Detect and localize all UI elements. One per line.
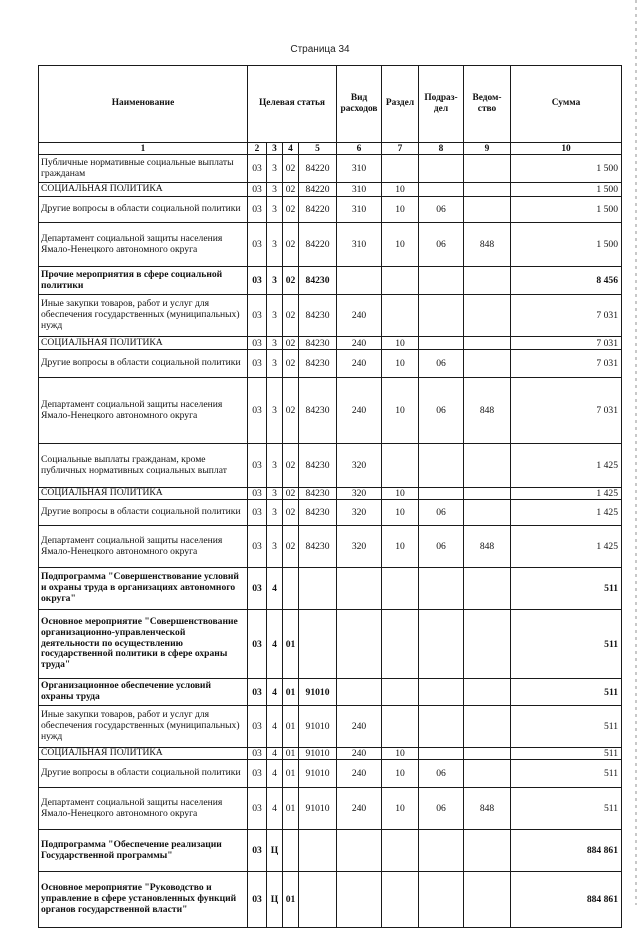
header-name: Наименование [39, 66, 248, 143]
department-code [464, 267, 511, 295]
code-program: 03 [248, 183, 267, 197]
sum-value: 884 861 [511, 872, 622, 928]
col-num: 2 [248, 143, 267, 155]
code-direction [299, 872, 337, 928]
scan-edge-decoration [635, 0, 637, 905]
code-direction: 84220 [299, 223, 337, 267]
row-name: Другие вопросы в области социальной политики [39, 500, 248, 526]
sum-value: 1 425 [511, 526, 622, 568]
expense-type-code: 310 [337, 155, 382, 183]
department-code [464, 610, 511, 679]
subsection-code: 06 [419, 378, 464, 444]
sum-value: 511 [511, 760, 622, 788]
col-num: 6 [337, 143, 382, 155]
section-code: 10 [382, 760, 419, 788]
table-row [39, 748, 622, 760]
code-subprogram: 4 [267, 706, 283, 748]
sum-value: 1 500 [511, 197, 622, 223]
department-code [464, 748, 511, 760]
code-direction: 84230 [299, 350, 337, 378]
code-program: 03 [248, 267, 267, 295]
code-direction: 91010 [299, 760, 337, 788]
code-subprogram: 3 [267, 155, 283, 183]
col-num: 4 [283, 143, 299, 155]
sum-value: 7 031 [511, 378, 622, 444]
code-subprogram: 3 [267, 337, 283, 350]
code-program: 03 [248, 788, 267, 830]
code-event: 02 [283, 267, 299, 295]
code-subprogram: 3 [267, 488, 283, 500]
table-row [39, 295, 622, 337]
row-name: Организационное обеспечение условий охраны труда [39, 679, 248, 706]
table-row [39, 760, 622, 788]
section-code [382, 872, 419, 928]
subsection-code [419, 183, 464, 197]
code-direction: 84220 [299, 197, 337, 223]
expense-type-code [337, 872, 382, 928]
table-row [39, 872, 622, 928]
row-name: Иные закупки товаров, работ и услуг для обеспечения государственных (муниципальных) нужд [39, 706, 248, 748]
code-program: 03 [248, 337, 267, 350]
expense-type-code: 240 [337, 748, 382, 760]
department-code [464, 872, 511, 928]
row-name: Основное мероприятие "Руководство и управление в сфере установленных функций органов государственной власти" [39, 872, 248, 928]
code-event: 01 [283, 760, 299, 788]
row-name: Другие вопросы в области социальной политики [39, 197, 248, 223]
code-direction [299, 830, 337, 872]
department-code [464, 760, 511, 788]
department-code [464, 500, 511, 526]
department-code [464, 706, 511, 748]
sum-value: 1 500 [511, 223, 622, 267]
expense-type-code: 240 [337, 350, 382, 378]
code-direction: 91010 [299, 679, 337, 706]
row-name: Иные закупки товаров, работ и услуг для обеспечения государственных (муниципальных) нужд [39, 295, 248, 337]
table-row [39, 337, 622, 350]
subsection-code [419, 295, 464, 337]
code-program: 03 [248, 350, 267, 378]
sum-value: 511 [511, 679, 622, 706]
subsection-code [419, 872, 464, 928]
code-program: 03 [248, 295, 267, 337]
expense-type-code: 240 [337, 295, 382, 337]
code-subprogram: 3 [267, 223, 283, 267]
row-name: СОЦИАЛЬНАЯ ПОЛИТИКА [39, 488, 248, 500]
department-code [464, 488, 511, 500]
row-name: Департамент социальной защиты населения Ямало-Ненецкого автономного округа [39, 526, 248, 568]
header-target: Целевая статья [248, 66, 337, 143]
code-subprogram: 3 [267, 267, 283, 295]
code-direction: 84220 [299, 155, 337, 183]
code-program: 03 [248, 679, 267, 706]
code-direction: 84220 [299, 183, 337, 197]
subsection-code [419, 267, 464, 295]
department-code: 848 [464, 223, 511, 267]
table-row [39, 197, 622, 223]
sum-value: 511 [511, 610, 622, 679]
header-sum: Сумма [511, 66, 622, 143]
table-row [39, 500, 622, 526]
subsection-code: 06 [419, 500, 464, 526]
code-subprogram: 3 [267, 500, 283, 526]
col-num: 1 [39, 143, 248, 155]
sum-value: 884 861 [511, 830, 622, 872]
header-section: Раздел [382, 66, 419, 143]
section-code: 10 [382, 488, 419, 500]
expense-type-code: 240 [337, 378, 382, 444]
expense-type-code [337, 679, 382, 706]
code-subprogram: 4 [267, 679, 283, 706]
column-number-row [39, 143, 622, 155]
sum-value: 1 425 [511, 500, 622, 526]
page-number-label: Страница 34 [290, 44, 350, 55]
code-event: 02 [283, 197, 299, 223]
code-direction: 84230 [299, 267, 337, 295]
subsection-code [419, 830, 464, 872]
code-event [283, 568, 299, 610]
code-program: 03 [248, 610, 267, 679]
subsection-code [419, 706, 464, 748]
row-name: СОЦИАЛЬНАЯ ПОЛИТИКА [39, 748, 248, 760]
code-subprogram: 3 [267, 350, 283, 378]
code-event: 02 [283, 295, 299, 337]
department-code [464, 679, 511, 706]
code-direction: 84230 [299, 337, 337, 350]
table-row [39, 378, 622, 444]
section-code: 10 [382, 500, 419, 526]
code-direction: 84230 [299, 526, 337, 568]
department-code [464, 197, 511, 223]
row-name: Департамент социальной защиты населения Ямало-Ненецкого автономного округа [39, 788, 248, 830]
table-row [39, 679, 622, 706]
code-event: 02 [283, 526, 299, 568]
code-event: 01 [283, 610, 299, 679]
code-direction: 84230 [299, 378, 337, 444]
section-code: 10 [382, 223, 419, 267]
expense-type-code: 240 [337, 706, 382, 748]
sum-value: 511 [511, 748, 622, 760]
code-direction: 91010 [299, 748, 337, 760]
expense-type-code: 320 [337, 500, 382, 526]
expense-type-code: 320 [337, 488, 382, 500]
expense-type-code: 240 [337, 788, 382, 830]
department-code [464, 295, 511, 337]
expense-type-code [337, 830, 382, 872]
header-expense-type: Вид расходов [337, 66, 382, 143]
expense-type-code: 320 [337, 526, 382, 568]
code-program: 03 [248, 155, 267, 183]
subsection-code: 06 [419, 223, 464, 267]
code-direction: 84230 [299, 488, 337, 500]
row-name: СОЦИАЛЬНАЯ ПОЛИТИКА [39, 337, 248, 350]
row-name: Другие вопросы в области социальной политики [39, 760, 248, 788]
code-program: 03 [248, 760, 267, 788]
row-name: Департамент социальной защиты населения Ямало-Ненецкого автономного округа [39, 223, 248, 267]
code-event: 02 [283, 378, 299, 444]
code-event [283, 830, 299, 872]
row-name: СОЦИАЛЬНАЯ ПОЛИТИКА [39, 183, 248, 197]
row-name: Подпрограмма "Обеспечение реализации Государственной программы" [39, 830, 248, 872]
department-code [464, 183, 511, 197]
code-program: 03 [248, 568, 267, 610]
code-direction: 84230 [299, 500, 337, 526]
col-num: 8 [419, 143, 464, 155]
department-code: 848 [464, 788, 511, 830]
code-subprogram: 3 [267, 526, 283, 568]
code-subprogram: 3 [267, 378, 283, 444]
subsection-code [419, 337, 464, 350]
section-code: 10 [382, 378, 419, 444]
code-subprogram: 3 [267, 444, 283, 488]
sum-value: 511 [511, 706, 622, 748]
code-event: 01 [283, 788, 299, 830]
section-code: 10 [382, 337, 419, 350]
header-row [39, 66, 622, 143]
section-code [382, 267, 419, 295]
table-row [39, 267, 622, 295]
expense-type-code: 240 [337, 760, 382, 788]
subsection-code: 06 [419, 760, 464, 788]
expense-type-code: 310 [337, 183, 382, 197]
code-subprogram: Ц [267, 872, 283, 928]
code-subprogram: Ц [267, 830, 283, 872]
sum-value: 1 425 [511, 488, 622, 500]
subsection-code: 06 [419, 197, 464, 223]
col-num: 10 [511, 143, 622, 155]
code-event: 02 [283, 350, 299, 378]
code-direction [299, 568, 337, 610]
table-row [39, 155, 622, 183]
code-program: 03 [248, 488, 267, 500]
subsection-code [419, 444, 464, 488]
col-num: 5 [299, 143, 337, 155]
code-direction: 91010 [299, 706, 337, 748]
table-row [39, 183, 622, 197]
expense-type-code [337, 568, 382, 610]
expense-type-code: 310 [337, 223, 382, 267]
header-subsection: Подраз-дел [419, 66, 464, 143]
table-row [39, 350, 622, 378]
sum-value: 1 425 [511, 444, 622, 488]
table-row [39, 488, 622, 500]
row-name: Социальные выплаты гражданам, кроме публичных нормативных социальных выплат [39, 444, 248, 488]
subsection-code: 06 [419, 350, 464, 378]
section-code: 10 [382, 350, 419, 378]
expense-type-code: 240 [337, 337, 382, 350]
code-event: 02 [283, 155, 299, 183]
table-row [39, 568, 622, 610]
section-code [382, 830, 419, 872]
section-code: 10 [382, 183, 419, 197]
code-subprogram: 3 [267, 197, 283, 223]
sum-value: 8 456 [511, 267, 622, 295]
table-row [39, 444, 622, 488]
section-code [382, 706, 419, 748]
section-code: 10 [382, 197, 419, 223]
code-program: 03 [248, 223, 267, 267]
table-row [39, 223, 622, 267]
code-subprogram: 3 [267, 295, 283, 337]
code-program: 03 [248, 197, 267, 223]
department-code [464, 337, 511, 350]
subsection-code [419, 488, 464, 500]
code-program: 03 [248, 748, 267, 760]
code-subprogram: 4 [267, 568, 283, 610]
sum-value: 7 031 [511, 350, 622, 378]
expense-type-code: 310 [337, 197, 382, 223]
table-row [39, 526, 622, 568]
code-subprogram: 3 [267, 183, 283, 197]
subsection-code [419, 568, 464, 610]
col-num: 7 [382, 143, 419, 155]
row-name: Прочие мероприятия в сфере социальной политики [39, 267, 248, 295]
code-program: 03 [248, 500, 267, 526]
department-code [464, 444, 511, 488]
sum-value: 1 500 [511, 155, 622, 183]
expense-type-code [337, 610, 382, 679]
code-program: 03 [248, 872, 267, 928]
code-program: 03 [248, 706, 267, 748]
code-direction: 84230 [299, 444, 337, 488]
budget-table [38, 65, 622, 928]
code-program: 03 [248, 378, 267, 444]
table-row [39, 830, 622, 872]
code-event: 02 [283, 488, 299, 500]
col-num: 3 [267, 143, 283, 155]
section-code [382, 295, 419, 337]
sum-value: 1 500 [511, 183, 622, 197]
subsection-code: 06 [419, 526, 464, 568]
sum-value: 511 [511, 568, 622, 610]
department-code [464, 830, 511, 872]
department-code [464, 568, 511, 610]
code-event: 02 [283, 183, 299, 197]
sum-value: 7 031 [511, 337, 622, 350]
row-name: Публичные нормативные социальные выплаты гражданам [39, 155, 248, 183]
sum-value: 511 [511, 788, 622, 830]
expense-type-code [337, 267, 382, 295]
section-code: 10 [382, 526, 419, 568]
section-code: 10 [382, 788, 419, 830]
department-code: 848 [464, 526, 511, 568]
code-program: 03 [248, 444, 267, 488]
code-subprogram: 4 [267, 748, 283, 760]
code-event: 02 [283, 500, 299, 526]
code-event: 01 [283, 872, 299, 928]
department-code: 848 [464, 378, 511, 444]
code-event: 02 [283, 223, 299, 267]
code-event: 01 [283, 748, 299, 760]
code-subprogram: 4 [267, 760, 283, 788]
section-code [382, 679, 419, 706]
row-name: Подпрограмма "Совершенствование условий и охраны труда в организациях автономного округа" [39, 568, 248, 610]
department-code [464, 350, 511, 378]
subsection-code [419, 679, 464, 706]
section-code [382, 155, 419, 183]
row-name: Департамент социальной защиты населения Ямало-Ненецкого автономного округа [39, 378, 248, 444]
code-direction: 91010 [299, 788, 337, 830]
code-subprogram: 4 [267, 610, 283, 679]
col-num: 9 [464, 143, 511, 155]
code-event: 02 [283, 337, 299, 350]
section-code [382, 568, 419, 610]
subsection-code: 06 [419, 788, 464, 830]
table-row [39, 788, 622, 830]
row-name: Основное мероприятие "Совершенствование организационно-управленческой деятельности по осуществлению государственной политики в сфере охраны труда" [39, 610, 248, 679]
department-code [464, 155, 511, 183]
code-event: 02 [283, 444, 299, 488]
sum-value: 7 031 [511, 295, 622, 337]
code-direction: 84230 [299, 295, 337, 337]
subsection-code [419, 155, 464, 183]
expense-type-code: 320 [337, 444, 382, 488]
header-department: Ведом-ство [464, 66, 511, 143]
code-program: 03 [248, 526, 267, 568]
section-code [382, 610, 419, 679]
code-event: 01 [283, 679, 299, 706]
section-code: 10 [382, 748, 419, 760]
row-name: Другие вопросы в области социальной политики [39, 350, 248, 378]
subsection-code [419, 748, 464, 760]
subsection-code [419, 610, 464, 679]
code-subprogram: 4 [267, 788, 283, 830]
code-program: 03 [248, 830, 267, 872]
code-direction [299, 610, 337, 679]
code-event: 01 [283, 706, 299, 748]
table-row [39, 706, 622, 748]
section-code [382, 444, 419, 488]
table-row [39, 610, 622, 679]
